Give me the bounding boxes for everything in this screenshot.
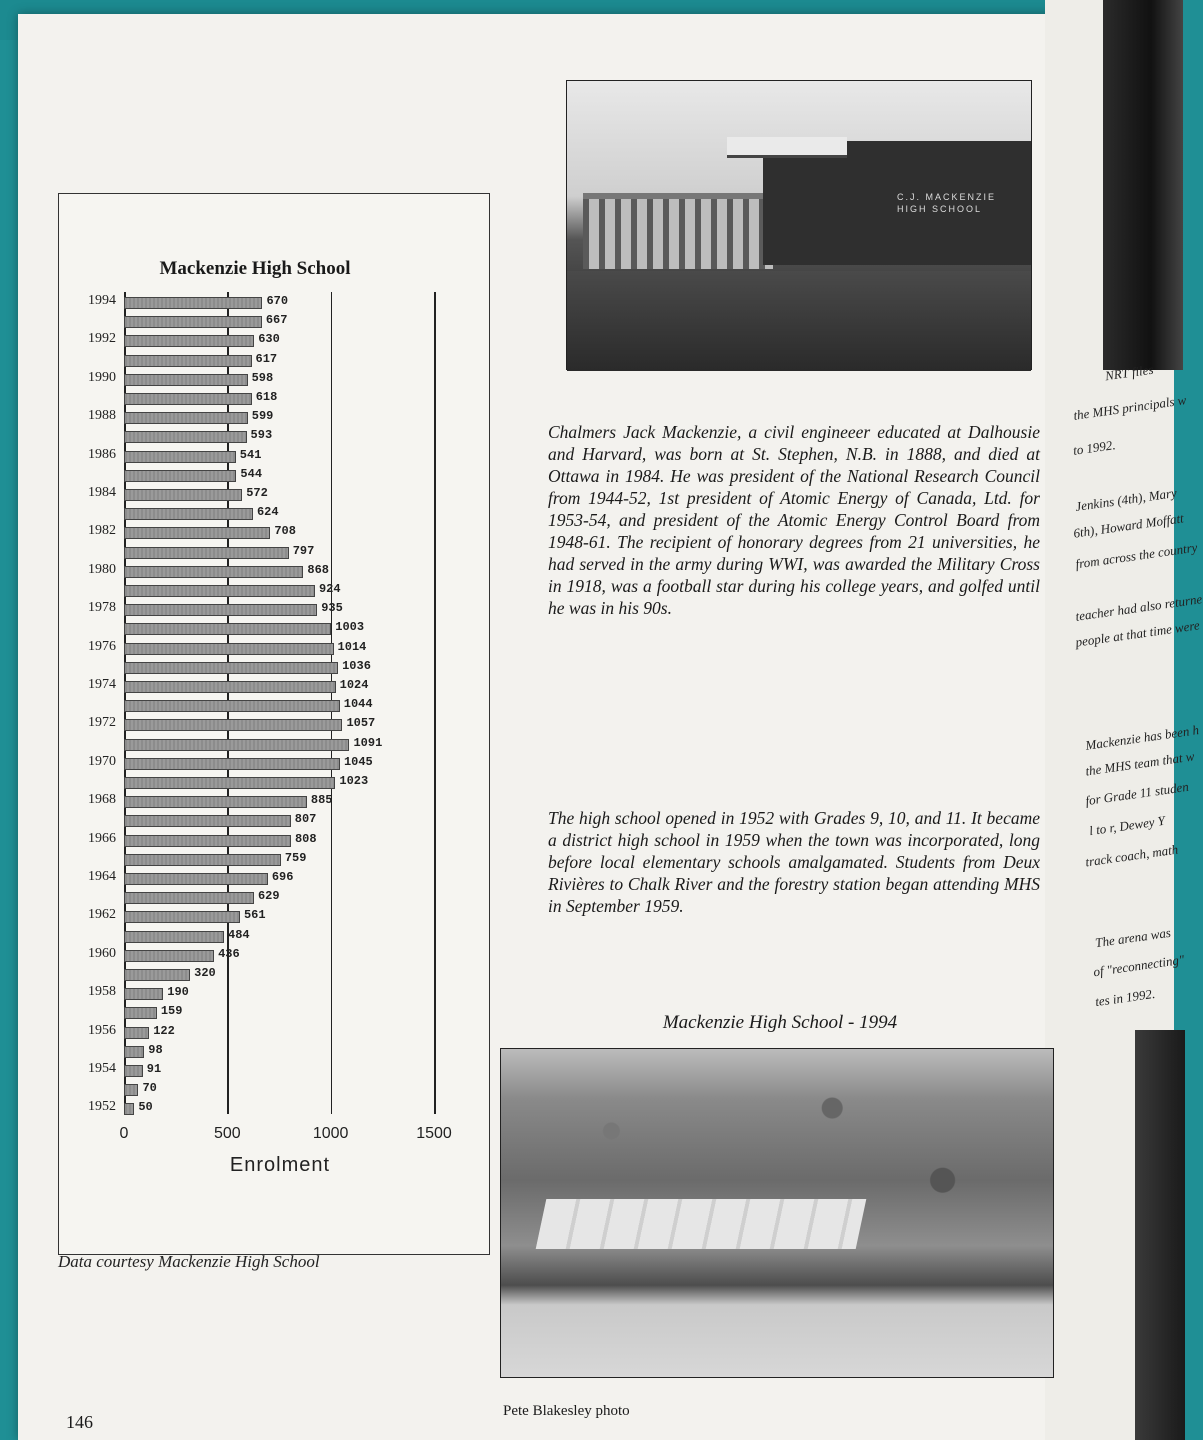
- bar: [124, 623, 331, 635]
- y-tick-label: 1982: [88, 523, 116, 539]
- adjacent-page-text: the MHS principals w: [1072, 392, 1188, 423]
- bar: [124, 1027, 149, 1039]
- bar-value-label: 572: [246, 486, 268, 500]
- bar: [124, 355, 252, 367]
- bar-value-label: 618: [255, 390, 278, 404]
- bar: [124, 777, 335, 789]
- bar: [124, 719, 342, 731]
- bar-value-label: 797: [292, 543, 315, 558]
- bar: [124, 1046, 144, 1058]
- y-tick-label: 1988: [88, 408, 116, 424]
- bar-value-label: 670: [266, 294, 289, 308]
- adjacent-portrait-photo: [1103, 0, 1183, 370]
- bar: [124, 451, 236, 463]
- bar-value-label: 91: [146, 1062, 162, 1076]
- bar-value-label: 629: [257, 889, 280, 904]
- bar: [124, 316, 262, 328]
- bar-value-label: 436: [218, 946, 240, 961]
- y-tick-label: 1976: [88, 638, 116, 654]
- y-tick-label: 1960: [88, 945, 116, 961]
- entrance-canopy: [727, 137, 847, 158]
- bar: [124, 566, 303, 578]
- adjacent-page-text: the MHS team that w: [1084, 748, 1196, 779]
- bar: [124, 527, 270, 539]
- adjacent-page-text: track coach, math: [1084, 841, 1180, 870]
- adjacent-page-text: of "reconnecting": [1092, 951, 1186, 980]
- school-roofs: [536, 1199, 867, 1249]
- adjacent-page-text: The arena was: [1094, 924, 1172, 951]
- bar: [124, 393, 252, 405]
- bar: [124, 892, 254, 904]
- bar-value-label: 1023: [339, 774, 369, 788]
- school-history: The high school opened in 1952 with Grades 9, 10, and 11. It became a district high school in 1959 when the town was incorporated, long before local elementary schools amalgamated. Students from Deux Rivières to Chalk River and the forestry station began attending MHS in September 1959.: [548, 808, 1040, 916]
- adjacent-page-text: Mackenzie has been h: [1084, 722, 1200, 753]
- bar-value-label: 1091: [353, 735, 383, 750]
- bar-value-label: 924: [318, 582, 341, 596]
- bar: [124, 969, 190, 981]
- bar-value-label: 808: [294, 831, 317, 846]
- bar: [124, 374, 248, 386]
- y-tick-label: 1966: [88, 830, 116, 846]
- bar: [124, 796, 307, 808]
- bar-value-label: 807: [294, 812, 317, 827]
- bar: [124, 297, 262, 309]
- y-tick-label: 1956: [88, 1022, 116, 1038]
- bar-value-label: 759: [284, 850, 307, 865]
- school-building-photo: [566, 80, 1032, 370]
- bar: [124, 835, 291, 847]
- x-tick-label: 0: [119, 1125, 129, 1142]
- bar: [124, 508, 253, 520]
- bar: [124, 700, 340, 712]
- y-tick-label: 1984: [88, 485, 116, 500]
- y-tick-label: 1952: [88, 1099, 116, 1115]
- y-tick-label: 1980: [88, 561, 116, 577]
- bar: [124, 873, 268, 885]
- bar-value-label: 484: [228, 927, 250, 942]
- lawn: [567, 271, 1031, 371]
- bar-value-label: 159: [160, 1004, 183, 1019]
- bar: [124, 431, 247, 443]
- adjacent-page: [1045, 0, 1203, 1440]
- y-tick-label: 1958: [88, 984, 116, 1000]
- y-tick-label: 1994: [88, 293, 116, 308]
- bar: [124, 489, 242, 501]
- y-tick-label: 1978: [88, 600, 116, 616]
- adjacent-page-text: tes in 1992.: [1094, 985, 1156, 1010]
- bar: [124, 988, 163, 1000]
- x-gridline: [434, 292, 436, 1114]
- bar-value-label: 190: [167, 985, 189, 1000]
- x-tick-label: 1000: [312, 1125, 349, 1142]
- building-sign: C.J. MACKENZIE HIGH SCHOOL: [897, 192, 997, 214]
- bar-value-label: 1045: [343, 754, 373, 769]
- bar: [124, 931, 224, 943]
- bar-value-label: 598: [251, 370, 274, 385]
- photo-credit: Pete Blakesley photo: [503, 1403, 630, 1419]
- y-tick-label: 1986: [88, 446, 116, 462]
- y-tick-label: 1990: [88, 369, 116, 385]
- adjacent-page-text: l to r, Dewey Y: [1088, 812, 1166, 839]
- x-tick-label: 1500: [416, 1125, 452, 1142]
- bar: [124, 911, 240, 923]
- bar-value-label: 630: [258, 332, 280, 347]
- adjacent-page-text: 6th), Howard Moffatt: [1072, 510, 1185, 541]
- bar-value-label: 885: [310, 793, 333, 808]
- bar: [124, 815, 291, 827]
- bar: [124, 585, 315, 597]
- bar-value-label: 541: [239, 447, 262, 462]
- adjacent-page-text: to 1992.: [1072, 437, 1117, 458]
- x-tick-label: 500: [213, 1125, 241, 1142]
- bar-value-label: 667: [265, 313, 288, 328]
- bar-value-label: 1044: [343, 697, 373, 712]
- building-wing: [583, 193, 773, 269]
- bar-value-label: 696: [271, 870, 294, 884]
- adjacent-page-text: NRT files: [1104, 361, 1155, 384]
- adjacent-page-text: people at that time were: [1074, 617, 1201, 650]
- y-tick-label: 1964: [88, 869, 116, 884]
- bar: [124, 1065, 143, 1077]
- chart-title: Mackenzie High School: [159, 258, 351, 279]
- bar-value-label: 617: [255, 351, 278, 366]
- bar-value-label: 1014: [337, 639, 367, 654]
- adjacent-page-text: teacher had also returne: [1074, 591, 1203, 624]
- aerial-photo: [500, 1048, 1054, 1378]
- bar-value-label: 320: [194, 966, 216, 980]
- bar: [124, 854, 281, 866]
- bar-value-label: 593: [250, 428, 273, 443]
- bar-value-label: 122: [153, 1023, 175, 1038]
- y-tick-label: 1968: [88, 792, 116, 808]
- bar: [124, 662, 338, 674]
- bar: [124, 1007, 157, 1019]
- bar: [124, 335, 254, 347]
- aerial-photo-caption: Mackenzie High School - 1994: [662, 1012, 898, 1033]
- adjacent-page-text: from across the country: [1074, 539, 1199, 572]
- adjacent-page-text: Jenkins (4th), Mary: [1074, 484, 1178, 515]
- y-tick-label: 1974: [88, 677, 116, 692]
- bar-value-label: 561: [243, 908, 266, 923]
- adjacent-page-text: for Grade 11 studen: [1084, 778, 1190, 809]
- bar: [124, 604, 317, 616]
- bar-value-label: 599: [251, 409, 274, 424]
- bar-value-label: 70: [142, 1081, 157, 1096]
- bar-value-label: 708: [274, 524, 296, 539]
- bar-value-label: 1003: [335, 620, 365, 635]
- bar: [124, 412, 248, 424]
- bar-value-label: 868: [307, 562, 329, 577]
- bar: [124, 1103, 134, 1115]
- bar-value-label: 935: [321, 601, 343, 616]
- chart-credit: Data courtesy Mackenzie High School: [58, 1252, 320, 1271]
- adjacent-bottom-photo: [1135, 1030, 1185, 1440]
- mackenzie-biography: Chalmers Jack Mackenzie, a civil engineeer educated at Dalhousie and Harvard, was born at St. Stephen, N.B. in 1888, and died at Ottawa in 1984. He was president of the National Research Council from 1944-52, 1st president of Atomic Energy of Canada, Ltd. for 1953-54, and president of the Atomic Energy Control Board from 1948-61. The recipient of honorary degrees from 21 universities, he had served in the army during WWI, was awarded the Military Cross in 1918, was a football star during his college years, and golfed until he was in his 90s.: [548, 422, 1040, 618]
- bar: [124, 950, 214, 962]
- bar-value-label: 98: [148, 1042, 163, 1057]
- y-tick-label: 1972: [88, 715, 116, 731]
- y-tick-label: 1970: [88, 753, 116, 769]
- bar: [124, 643, 334, 655]
- bar: [124, 681, 336, 693]
- bar: [124, 547, 289, 559]
- bar-value-label: 50: [138, 1100, 153, 1115]
- bar: [124, 758, 340, 770]
- x-axis-label: Enrolment: [229, 1154, 331, 1176]
- bar: [124, 1084, 138, 1096]
- bar-value-label: 1036: [342, 658, 371, 673]
- y-tick-label: 1954: [88, 1061, 116, 1076]
- bar-value-label: 624: [256, 505, 279, 520]
- bar-value-label: 1024: [339, 678, 369, 692]
- bar-value-label: 544: [240, 466, 263, 481]
- y-tick-label: 1992: [88, 331, 116, 347]
- y-tick-label: 1962: [88, 907, 116, 923]
- bar: [124, 739, 349, 751]
- bar: [124, 470, 236, 482]
- page-number: 146: [66, 1412, 93, 1432]
- bar-value-label: 1057: [346, 716, 376, 731]
